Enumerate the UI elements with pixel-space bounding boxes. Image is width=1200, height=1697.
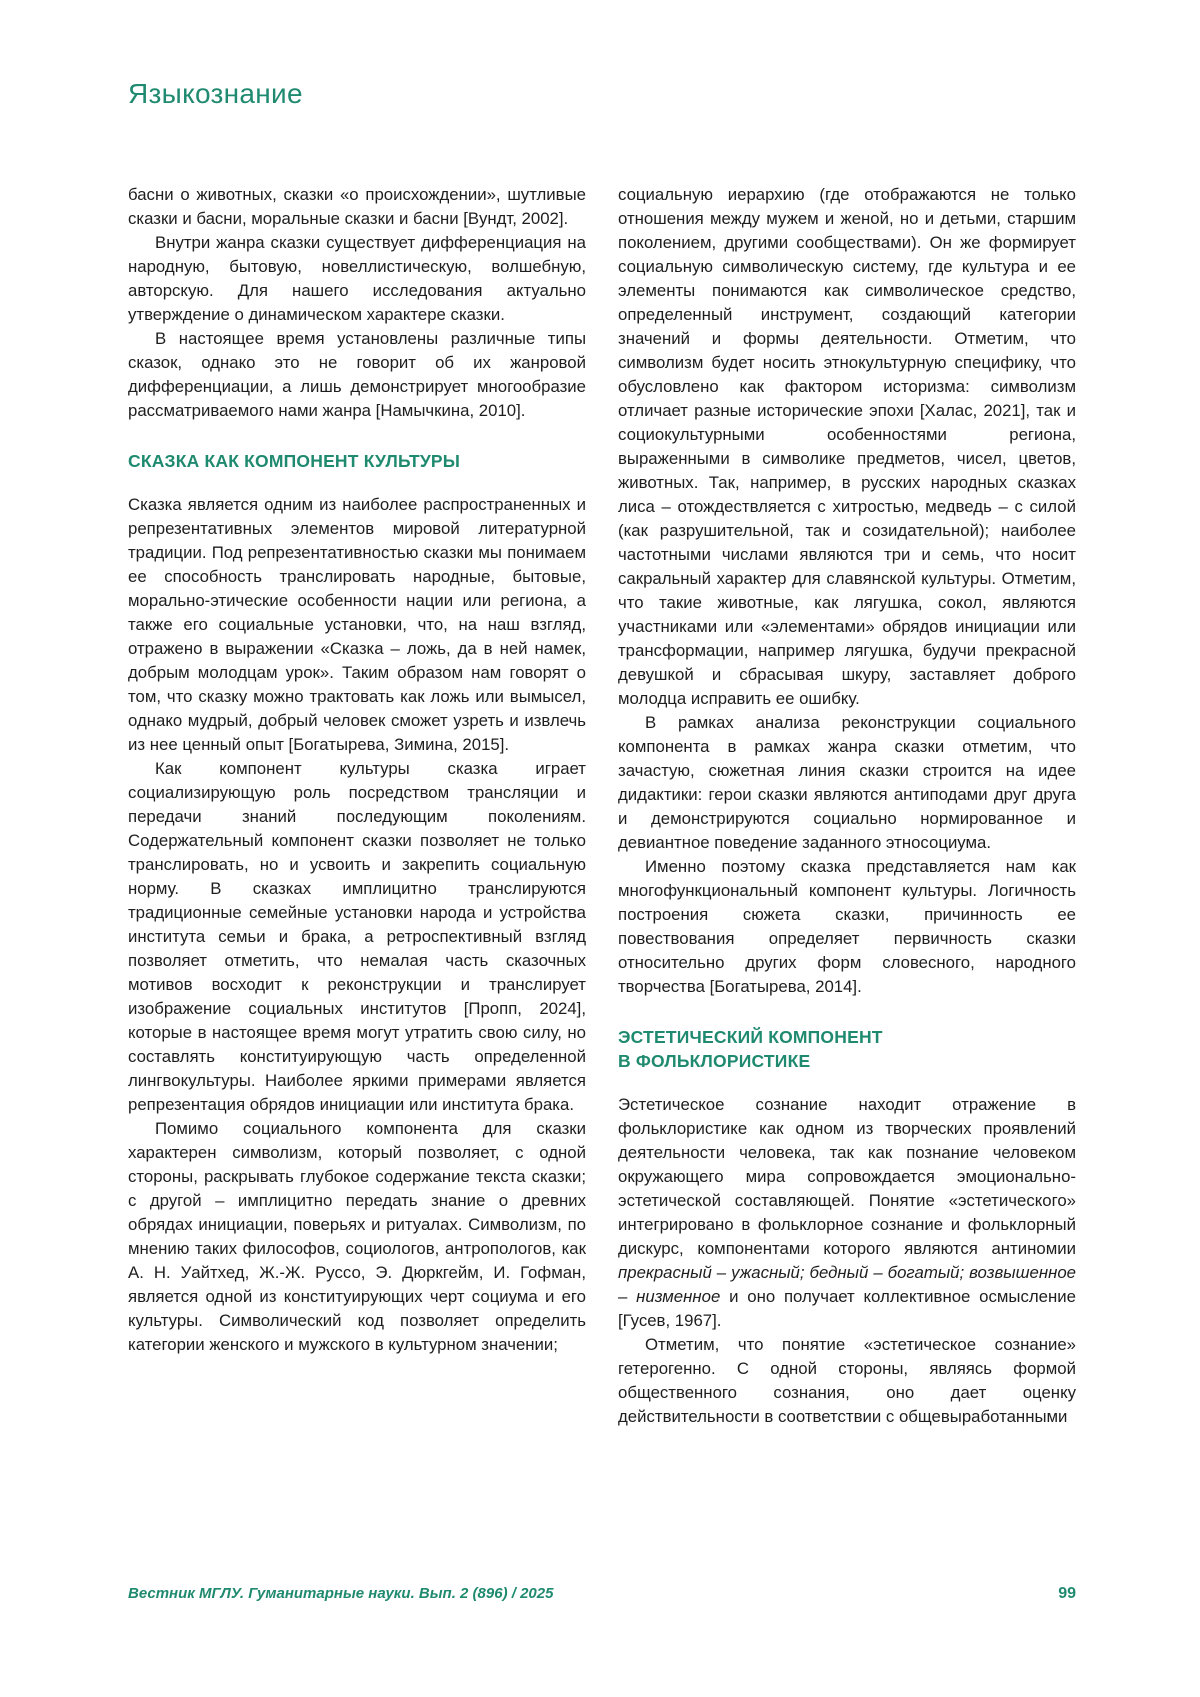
- paragraph: Внутри жанра сказки существует дифференциация на народную, бытовую, новеллистическую, волшебную, авторскую. Для нашего исследования актуально утверждение о динамическом характере сказки.: [128, 233, 586, 324]
- footer-journal-title: Вестник МГЛУ. Гуманитарные науки. Вып. 2 (896) / 2025: [128, 1585, 554, 1602]
- page-content: [128, 183, 1076, 1429]
- right-column: [618, 183, 1076, 1429]
- paragraph: басни о животных, сказки «о происхождении», шутливые сказки и басни, моральные сказки и басни [Вундт, 2002].: [128, 185, 586, 228]
- footer-page-number: 99: [1058, 1585, 1076, 1602]
- paragraph: Отметим, что понятие «эстетическое сознание» гетерогенно. С одной стороны, являясь формой общественного сознания, оно дает оценку действительности в соответствии с общевыработанными: [618, 1335, 1076, 1426]
- section-heading-line: ЭСТЕТИЧЕСКИЙ КОМПОНЕНТ: [618, 1027, 883, 1047]
- paragraph: В настоящее время установлены различные типы сказок, однако это не говорит об их жанровой дифференциации, а лишь демонстрирует многообразие рассматриваемого нами жанра [Намычкина, 2010].: [128, 329, 586, 420]
- running-head: Языкознание: [128, 78, 303, 109]
- paragraph-run-italic: прекрасный – ужасный; бедный – богатый; возвышенное – низменное: [618, 1263, 1076, 1306]
- paragraph: Помимо социального компонента для сказки характерен символизм, который позволяет, с одной стороны, раскрывать глубокое содержание текста сказки; с другой – имплицитно передать знание о древних обрядах инициации, поверьях и ритуалах. Символизм, по мнению таких философов, социологов, антропологов, как А. Н. Уайтхед, Ж.-Ж. Руссо, Э. Дюркгейм, И. Гофман, является одной из конституирующих черт социума и его культуры. Символический код позволяет определить категории женского и мужского в культурном значении;: [128, 1119, 586, 1354]
- left-column: [128, 183, 586, 1429]
- paragraph: Как компонент культуры сказка играет социализирующую роль посредством трансляции и передачи знаний последующим поколениям. Содержательный компонент сказки позволяет не только транслировать, но и усвоить и закрепить социальную норму. В сказках имплицитно транслируются традиционные семейные установки народа и устройства института семьи и брака, а ретроспективный взгляд позволяет отметить, что немалая часть сказочных мотивов восходит к реконструкции и транслирует изображение социальных институтов [Пропп, 2024], которые в настоящее время могут утратить свою силу, но составлять конституирующую часть определенной лингвокультуры. Наиболее яркими примерами является репрезентация обрядов инициации или института брака.: [128, 759, 586, 1114]
- paragraph: [618, 1093, 1076, 1333]
- paragraph: Сказка является одним из наиболее распространенных и репрезентативных элементов мировой литературной традиции. Под репрезентативностью сказки мы понимаем ее способность транслировать народные, бытовые, морально-этические особенности нации или региона, а также его социальные установки, что, на наш взгляд, отражено в выражении «Сказка – ложь, да в ней намек, добрым молодцам урок». Таким образом нам говорят о том, что сказку можно трактовать как ложь или вымысел, однако мудрый, добрый человек сможет узреть и извлечь из нее ценный опыт [Богатырева, Зимина, 2015].: [128, 495, 586, 754]
- paragraph: В рамках анализа реконструкции социального компонента в рамках жанра сказки отметим, что зачастую, сюжетная линия сказки строится на идее дидактики: герои сказки являются антиподами друг друга и демонстрируются социально нормированное и девиантное поведение заданного этносоциума.: [618, 713, 1076, 852]
- paragraph: социальную иерархию (где отображаются не только отношения между мужем и женой, но и детьми, старшим поколением, другими сообществами). Он же формирует социальную символическую систему, где культура и ее элементы понимаются как символическое средство, определенный инструмент, создающий категории значений и формы деятельности. Отметим, что символизм будет носить этнокультурную специфику, что обусловлено как фактором историзма: символизм отличает разные исторические эпохи [Халас, 2021], так и социокультурными особенностями региона, выраженными в символике предметов, чисел, цветов, животных. Так, например, в русских народных сказках лиса – отождествляется с хитростью, медведь – с силой (как разрушительной, так и созидательной); наиболее частотными числами являются три и семь, что носит сакральный характер для славянской культуры. Отметим, что такие животные, как лягушка, сокол, являются участниками или «элементами» обрядов инициации или трансформации, например лягушка, будучи прекрасной девушкой и сбрасывая шкуру, заставляет доброго молодца исправить ее ошибку.: [618, 185, 1076, 708]
- section-heading-fairy-tale-as-culture-component: СКАЗКА КАК КОМПОНЕНТ КУЛЬТУРЫ: [128, 451, 461, 471]
- section-heading-line: В ФОЛЬКЛОРИСТИКЕ: [618, 1051, 811, 1071]
- section-heading-aesthetic-component-in-folkloristics: [618, 1025, 1076, 1073]
- paragraph-run: и оно получает коллективное осмысление [Гусев, 1967].: [618, 1287, 1076, 1330]
- paragraph: Именно поэтому сказка представляется нам как многофункциональный компонент культуры. Логичность построения сюжета сказки, причинность ее повествования определяет первичность сказки относительно других форм словесного, народного творчества [Богатырева, 2014].: [618, 857, 1076, 996]
- paragraph-run: Эстетическое сознание находит отражение в фольклористике как одном из творческих проявлений деятельности человека, так как познание человеком окружающего мира сопровождается эмоционально-эстетической составляющей. Понятие «эстетического» интегрировано в фольклорное сознание и фольклорный дискурс, компонентами которого являются антиномии: [618, 1095, 1076, 1258]
- page-footer: [128, 1585, 1076, 1603]
